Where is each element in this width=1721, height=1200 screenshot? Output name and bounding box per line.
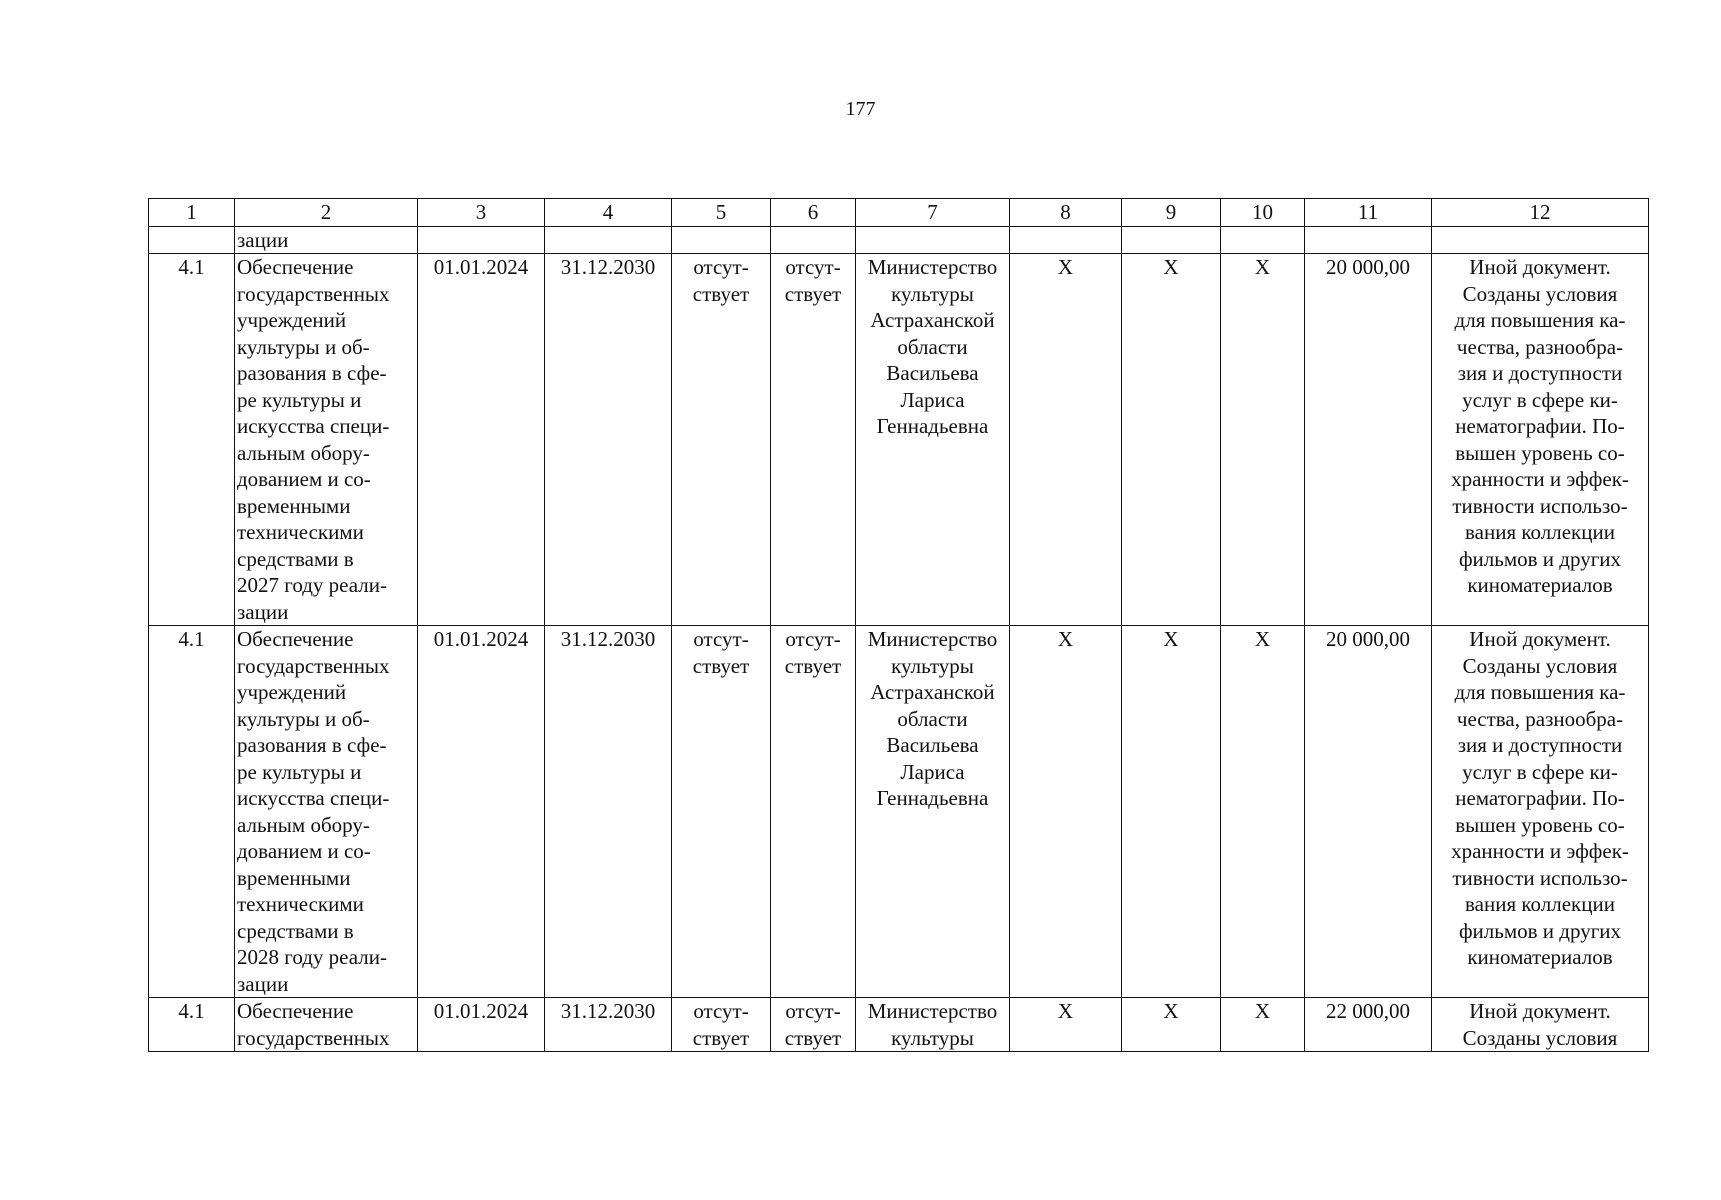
activities-table [148, 198, 1649, 1052]
amount: 20 000,00 [1305, 254, 1432, 626]
column-number: 9 [1122, 199, 1221, 227]
column-5-value: отсут- ствует [672, 254, 771, 626]
column-number: 12 [1432, 199, 1649, 227]
column-number: 1 [149, 199, 235, 227]
row-number: 4.1 [149, 998, 235, 1052]
column-10-value: X [1221, 626, 1305, 998]
column-8-value: X [1010, 626, 1122, 998]
column-9-value: X [1122, 998, 1221, 1052]
responsible-executor: Министерство культуры Астраханской области Васильева Лариса Геннадьевна [856, 254, 1010, 626]
column-number: 10 [1221, 199, 1305, 227]
column-10-value: X [1221, 254, 1305, 626]
table-row [149, 998, 1649, 1052]
column-9-value: X [1122, 626, 1221, 998]
column-number: 3 [418, 199, 545, 227]
amount: 20 000,00 [1305, 626, 1432, 998]
column-number: 8 [1010, 199, 1122, 227]
amount: 22 000,00 [1305, 998, 1432, 1052]
table-row [149, 254, 1649, 626]
column-8-value: X [1010, 998, 1122, 1052]
activity-name: Обеспечение государственных учреждений культуры и об- разования в сфе- ре культуры и искусства специ- альным обору- дованием и со- временными техническими средствами в 2028 году реали- зации [235, 626, 418, 998]
activity-name: Обеспечение государственных [235, 998, 418, 1052]
row-number: 4.1 [149, 626, 235, 998]
start-date: 01.01.2024 [418, 998, 545, 1052]
column-number: 11 [1305, 199, 1432, 227]
start-date: 01.01.2024 [418, 626, 545, 998]
responsible-executor: Министерство культуры [856, 998, 1010, 1052]
column-number: 6 [771, 199, 856, 227]
column-8-value: X [1010, 254, 1122, 626]
column-number: 4 [545, 199, 672, 227]
column-number: 2 [235, 199, 418, 227]
start-date: 01.01.2024 [418, 254, 545, 626]
column-5-value: отсут- ствует [672, 626, 771, 998]
continuation-text: зации [235, 226, 418, 254]
table-row [149, 626, 1649, 998]
responsible-executor: Министерство культуры Астраханской области Васильева Лариса Геннадьевна [856, 626, 1010, 998]
activity-name: Обеспечение государственных учреждений культуры и об- разования в сфе- ре культуры и искусства специ- альным обору- дованием и со- временными техническими средствами в 2027 году реали- зации [235, 254, 418, 626]
row-number: 4.1 [149, 254, 235, 626]
column-number: 7 [856, 199, 1010, 227]
result-description: Иной документ. Созданы условия для повышения ка- чества, разнообра- зия и доступности услуг в сфере ки- нематографии. По- вышен уровень со- хранности и эффек- тивности использо- вания коллекции фильмов и других киноматериалов [1432, 626, 1649, 998]
continuation-row [149, 226, 1649, 254]
column-number: 5 [672, 199, 771, 227]
column-6-value: отсут- ствует [771, 998, 856, 1052]
column-10-value: X [1221, 998, 1305, 1052]
page-number: 177 [845, 98, 876, 120]
column-5-value: отсут- ствует [672, 998, 771, 1052]
result-description: Иной документ. Созданы условия для повышения ка- чества, разнообра- зия и доступности услуг в сфере ки- нематографии. По- вышен уровень со- хранности и эффек- тивности использо- вания коллекции фильмов и других киноматериалов [1432, 254, 1649, 626]
result-description: Иной документ. Созданы условия [1432, 998, 1649, 1052]
end-date: 31.12.2030 [545, 626, 672, 998]
column-9-value: X [1122, 254, 1221, 626]
column-6-value: отсут- ствует [771, 254, 856, 626]
column-6-value: отсут- ствует [771, 626, 856, 998]
end-date: 31.12.2030 [545, 254, 672, 626]
column-number-header-row [149, 199, 1649, 227]
end-date: 31.12.2030 [545, 998, 672, 1052]
